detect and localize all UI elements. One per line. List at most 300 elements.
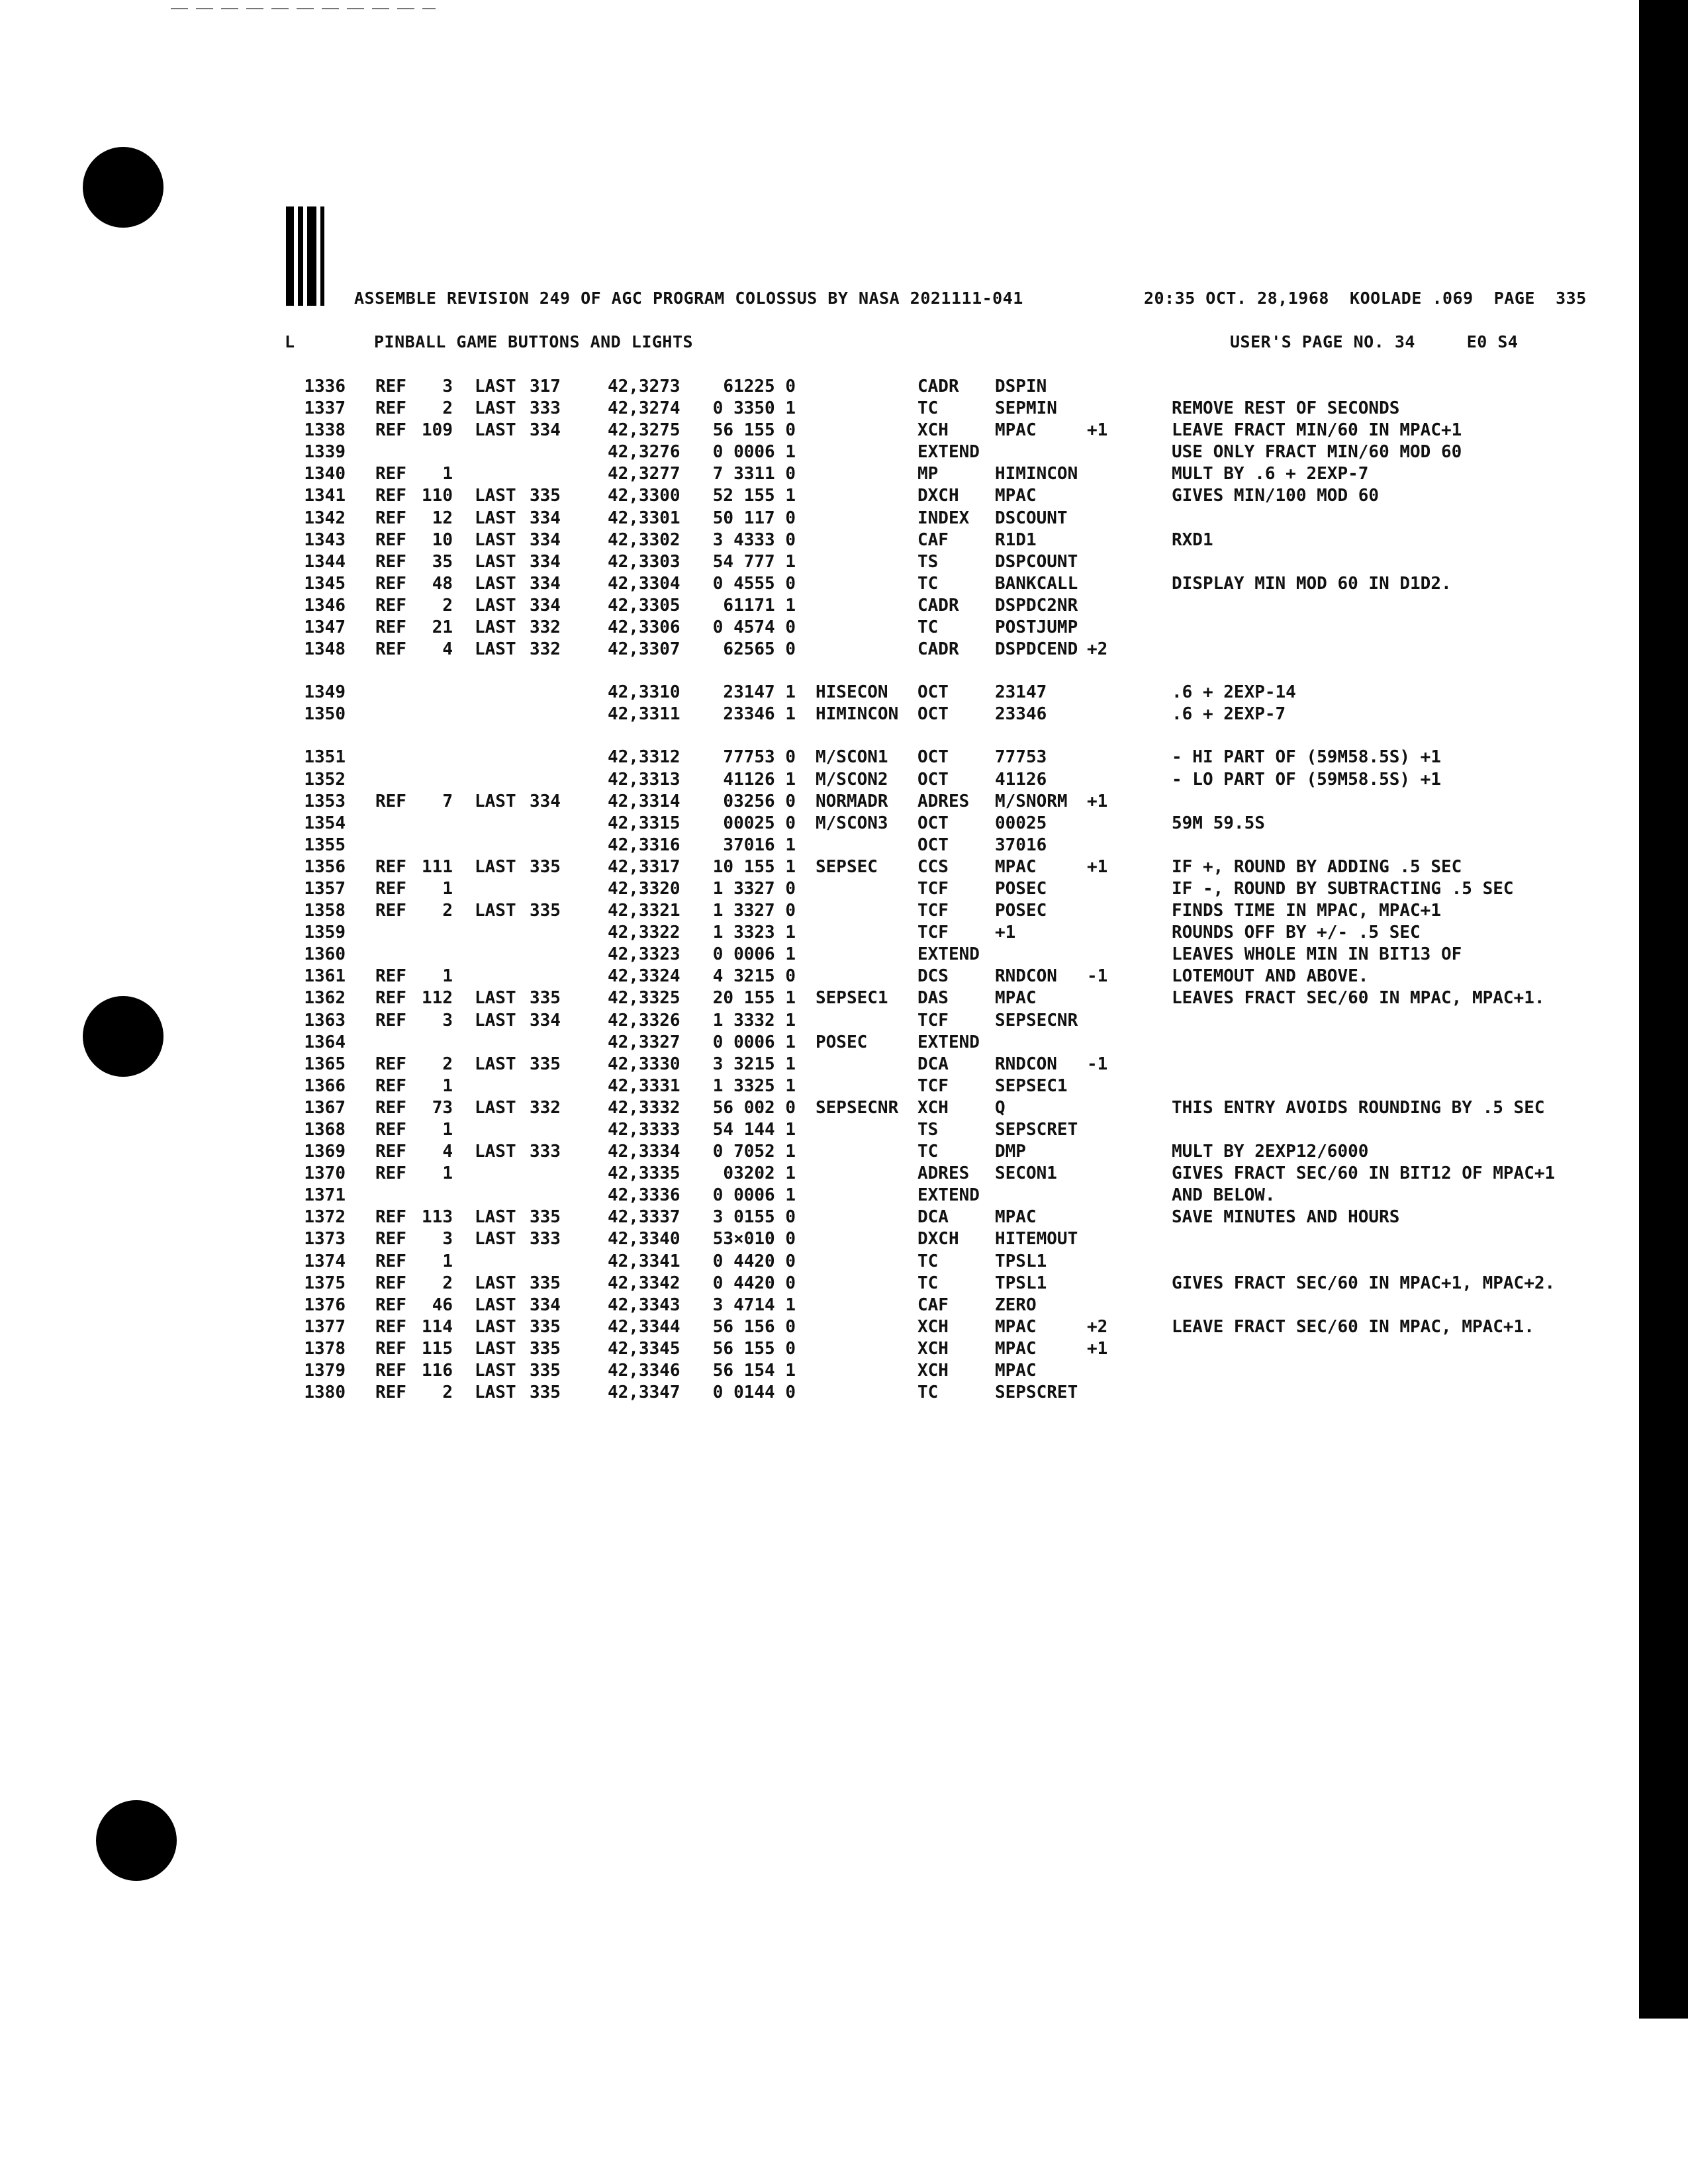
machine-code: 1 3332 1 — [712, 1010, 796, 1030]
address: 42,3325 — [608, 988, 680, 1009]
opcode: INDEX — [917, 508, 970, 528]
line-number: 1366 — [304, 1075, 346, 1096]
ref-tag: REF — [375, 791, 406, 811]
operand: 00025 — [995, 813, 1047, 833]
machine-code: 1 3325 1 — [712, 1075, 796, 1096]
last-tag: LAST — [475, 856, 516, 877]
listing-row — [0, 508, 1635, 530]
line-number: 1379 — [304, 1361, 346, 1381]
ref-count: 2 — [442, 595, 453, 615]
symbol-label: HISECON — [816, 682, 888, 703]
symbol-label: SEPSECNR — [816, 1097, 899, 1118]
operand: MPAC — [995, 1361, 1037, 1381]
comment: AND BELOW. — [1172, 1185, 1276, 1206]
assembly-listing — [0, 377, 1635, 1404]
line-number: 1343 — [304, 529, 346, 550]
machine-code: 23346 1 — [723, 704, 796, 725]
opcode: CAF — [917, 529, 949, 550]
machine-code: 0 7052 1 — [712, 1142, 796, 1162]
opcode: XCH — [917, 1097, 949, 1118]
machine-code: 0 0006 1 — [712, 944, 796, 965]
comment: FINDS TIME IN MPAC, MPAC+1 — [1172, 901, 1441, 921]
ref-count: 115 — [422, 1338, 453, 1359]
address: 42,3327 — [608, 1032, 680, 1052]
operand: SEPSECNR — [995, 1010, 1078, 1030]
opcode: DCA — [917, 1207, 949, 1228]
listing-row — [0, 442, 1635, 464]
comment: - LO PART OF (59M58.5S) +1 — [1172, 769, 1441, 790]
ref-tag: REF — [375, 1383, 406, 1403]
machine-code: 77753 0 — [723, 747, 796, 768]
listing-row — [0, 1207, 1635, 1229]
operand: R1D1 — [995, 529, 1037, 550]
address: 42,3273 — [608, 377, 680, 396]
listing-row — [0, 857, 1635, 879]
opcode: TCF — [917, 1075, 949, 1096]
line-number: 1344 — [304, 551, 346, 572]
opcode: TCF — [917, 1010, 949, 1030]
ref-count: 1 — [442, 966, 453, 987]
listing-row — [0, 377, 1635, 398]
address: 42,3331 — [608, 1075, 680, 1096]
line-number: 1340 — [304, 464, 346, 484]
line-number: 1339 — [304, 442, 346, 463]
last-page: 335 — [530, 486, 561, 506]
opcode: XCH — [917, 1361, 949, 1381]
address: 42,3324 — [608, 966, 680, 987]
operand: RNDCON — [995, 1054, 1057, 1074]
line-number: 1367 — [304, 1097, 346, 1118]
marker: L — [285, 332, 295, 351]
ref-count: 1 — [442, 1251, 453, 1271]
ref-count: 48 — [432, 573, 453, 594]
operand-modifier: +2 — [1087, 1316, 1108, 1337]
address: 42,3341 — [608, 1251, 680, 1271]
opcode: ADRES — [917, 791, 970, 811]
last-page: 335 — [530, 1273, 561, 1293]
line-number: 1377 — [304, 1316, 346, 1337]
symbol-label: M/SCON3 — [816, 813, 888, 833]
listing-row — [0, 1295, 1635, 1317]
last-page: 334 — [530, 420, 561, 441]
opcode: EXTEND — [917, 1032, 980, 1052]
last-page: 334 — [530, 1295, 561, 1315]
opcode: TC — [917, 617, 939, 638]
address: 42,3305 — [608, 595, 680, 615]
last-tag: LAST — [475, 1010, 516, 1030]
address: 42,3277 — [608, 464, 680, 484]
ref-count: 10 — [432, 529, 453, 550]
listing-row — [0, 1076, 1635, 1098]
ref-tag: REF — [375, 595, 406, 615]
address: 42,3275 — [608, 420, 680, 441]
operand: DSCOUNT — [995, 508, 1068, 528]
address: 42,3314 — [608, 791, 680, 811]
listing-row — [0, 1142, 1635, 1163]
last-page: 333 — [530, 398, 561, 419]
listing-row — [0, 1383, 1635, 1404]
last-tag: LAST — [475, 529, 516, 550]
line-number: 1349 — [304, 682, 346, 703]
machine-code: 56 002 0 — [712, 1097, 796, 1118]
ref-count: 2 — [442, 1054, 453, 1074]
operand: BANKCALL — [995, 573, 1078, 594]
ref-tag: REF — [375, 1010, 406, 1030]
last-page: 335 — [530, 1361, 561, 1381]
symbol-label: NORMADR — [816, 791, 888, 811]
last-tag: LAST — [475, 1142, 516, 1162]
blank-line — [0, 726, 1635, 747]
opcode: XCH — [917, 1338, 949, 1359]
address: 42,3301 — [608, 508, 680, 528]
address: 42,3320 — [608, 878, 680, 899]
operand: DSPDC2NR — [995, 595, 1078, 615]
operand: HITEMOUT — [995, 1229, 1078, 1250]
machine-code: 0 0006 1 — [712, 442, 796, 463]
operand: TPSL1 — [995, 1273, 1047, 1293]
address: 42,3321 — [608, 901, 680, 921]
comment: LEAVE FRACT MIN/60 IN MPAC+1 — [1172, 420, 1462, 441]
address: 42,3346 — [608, 1361, 680, 1381]
address: 42,3317 — [608, 856, 680, 877]
last-tag: LAST — [475, 573, 516, 594]
listing-row — [0, 813, 1635, 835]
machine-code: 10 155 1 — [712, 856, 796, 877]
ref-tag: REF — [375, 617, 406, 638]
ref-tag: REF — [375, 1251, 406, 1271]
last-tag: LAST — [475, 420, 516, 441]
line-number: 1354 — [304, 813, 346, 833]
address: 42,3335 — [608, 1163, 680, 1184]
ref-tag: REF — [375, 551, 406, 572]
ref-count: 112 — [422, 988, 453, 1009]
last-page: 332 — [530, 1097, 561, 1118]
ref-tag: REF — [375, 573, 406, 594]
opcode: DXCH — [917, 486, 959, 506]
last-page: 335 — [530, 1207, 561, 1228]
comment: ROUNDS OFF BY +/- .5 SEC — [1172, 923, 1421, 943]
opcode: DAS — [917, 988, 949, 1009]
ref-count: 2 — [442, 1383, 453, 1403]
last-tag: LAST — [475, 398, 516, 419]
listing-row — [0, 835, 1635, 857]
line-number: 1372 — [304, 1207, 346, 1228]
machine-code: 1 3327 0 — [712, 901, 796, 921]
last-tag: LAST — [475, 1383, 516, 1403]
operand: MPAC — [995, 1316, 1037, 1337]
ref-count: 113 — [422, 1207, 453, 1228]
line-number: 1364 — [304, 1032, 346, 1052]
operand: DSPCOUNT — [995, 551, 1078, 572]
opcode: CADR — [917, 595, 959, 615]
last-page: 334 — [530, 595, 561, 615]
line-number: 1363 — [304, 1010, 346, 1030]
machine-code: 56 156 0 — [712, 1316, 796, 1337]
last-page: 333 — [530, 1229, 561, 1250]
last-tag: LAST — [475, 791, 516, 811]
opcode: EXTEND — [917, 944, 980, 965]
machine-code: 1 3327 0 — [712, 878, 796, 899]
opcode: EXTEND — [917, 442, 980, 463]
address: 42,3323 — [608, 944, 680, 965]
listing-row — [0, 1054, 1635, 1076]
ref-count: 3 — [442, 1010, 453, 1030]
ref-count: 2 — [442, 901, 453, 921]
ref-count: 1 — [442, 464, 453, 484]
opcode: CAF — [917, 1295, 949, 1315]
listing-row — [0, 1361, 1635, 1383]
machine-code: 0 4420 0 — [712, 1251, 796, 1271]
address: 42,3306 — [608, 617, 680, 638]
ref-count: 2 — [442, 1273, 453, 1293]
opcode: TC — [917, 1383, 939, 1403]
ref-count: 73 — [432, 1097, 453, 1118]
ref-tag: REF — [375, 377, 406, 396]
page-number: 335 — [1556, 289, 1587, 308]
opcode: DCS — [917, 966, 949, 987]
comment: - HI PART OF (59M58.5S) +1 — [1172, 747, 1441, 768]
last-page: 335 — [530, 1316, 561, 1337]
ref-tag: REF — [375, 856, 406, 877]
opcode: XCH — [917, 1316, 949, 1337]
symbol-label: HIMINCON — [816, 704, 899, 725]
last-tag: LAST — [475, 639, 516, 660]
address: 42,3312 — [608, 747, 680, 768]
machine-code: 20 155 1 — [712, 988, 796, 1009]
last-tag: LAST — [475, 617, 516, 638]
last-tag: LAST — [475, 1229, 516, 1250]
opcode: OCT — [917, 769, 949, 790]
machine-code: 50 117 0 — [712, 508, 796, 528]
comment: IF -, ROUND BY SUBTRACTING .5 SEC — [1172, 878, 1514, 899]
ref-tag: REF — [375, 1338, 406, 1359]
operand: ZERO — [995, 1295, 1037, 1315]
machine-code: 00025 0 — [723, 813, 796, 833]
comment: SAVE MINUTES AND HOURS — [1172, 1207, 1400, 1228]
last-tag: LAST — [475, 1273, 516, 1293]
listing-row — [0, 792, 1635, 813]
listing-row — [0, 1251, 1635, 1273]
machine-code: 23147 1 — [723, 682, 796, 703]
ref-tag: REF — [375, 1316, 406, 1337]
ref-tag: REF — [375, 486, 406, 506]
operand-modifier: +1 — [1087, 1338, 1108, 1359]
operand-modifier: +1 — [1087, 856, 1108, 877]
last-page: 334 — [530, 508, 561, 528]
listing-row — [0, 1032, 1635, 1054]
operand: POSTJUMP — [995, 617, 1078, 638]
line-number: 1368 — [304, 1120, 346, 1140]
machine-code: 3 4714 1 — [712, 1295, 796, 1315]
ref-count: 4 — [442, 1142, 453, 1162]
operand: 23346 — [995, 704, 1047, 725]
opcode: OCT — [917, 835, 949, 855]
machine-code: 0 0006 1 — [712, 1185, 796, 1206]
line-number: 1355 — [304, 835, 346, 855]
line-number: 1357 — [304, 878, 346, 899]
listing-row — [0, 464, 1635, 486]
ref-count: 116 — [422, 1361, 453, 1381]
machine-code: 56 154 1 — [712, 1361, 796, 1381]
opcode: OCT — [917, 704, 949, 725]
machine-code: 3 4333 0 — [712, 529, 796, 550]
last-page: 335 — [530, 1338, 561, 1359]
opcode: MP — [917, 464, 939, 484]
comment: GIVES FRACT SEC/60 IN BIT12 OF MPAC+1 — [1172, 1163, 1556, 1184]
last-tag: LAST — [475, 1295, 516, 1315]
timestamp: 20:35 OCT. 28,1968 — [1144, 289, 1329, 308]
operand: POSEC — [995, 901, 1047, 921]
symbol-label: SEPSEC — [816, 856, 878, 877]
binder-hole-top — [83, 147, 164, 228]
line-number: 1370 — [304, 1163, 346, 1184]
last-tag: LAST — [475, 486, 516, 506]
line-number: 1347 — [304, 617, 346, 638]
comment: .6 + 2EXP-14 — [1172, 682, 1296, 703]
line-number: 1353 — [304, 791, 346, 811]
machine-code: 0 3350 1 — [712, 398, 796, 419]
address: 42,3322 — [608, 923, 680, 943]
line-number: 1341 — [304, 486, 346, 506]
machine-code: 3 0155 0 — [712, 1207, 796, 1228]
listing-row — [0, 879, 1635, 901]
machine-code: 0 4420 0 — [712, 1273, 796, 1293]
comment: MULT BY 2EXP12/6000 — [1172, 1142, 1369, 1162]
last-tag: LAST — [475, 1338, 516, 1359]
last-tag: LAST — [475, 377, 516, 396]
ref-tag: REF — [375, 508, 406, 528]
last-page: 334 — [530, 791, 561, 811]
line-number: 1376 — [304, 1295, 346, 1315]
machine-code: 54 777 1 — [712, 551, 796, 572]
line-number: 1345 — [304, 573, 346, 594]
ref-tag: REF — [375, 639, 406, 660]
opcode: TC — [917, 1142, 939, 1162]
user-page: USER'S PAGE NO. 34 — [1230, 332, 1415, 351]
line-number: 1356 — [304, 856, 346, 877]
machine-code: 37016 1 — [723, 835, 796, 855]
ref-count: 111 — [422, 856, 453, 877]
line-number: 1352 — [304, 769, 346, 790]
listing-row — [0, 1229, 1635, 1251]
operand-modifier: +1 — [1087, 420, 1108, 441]
last-page: 332 — [530, 639, 561, 660]
opcode: TS — [917, 1120, 939, 1140]
operand: +1 — [995, 923, 1016, 943]
ref-tag: REF — [375, 1273, 406, 1293]
symbol-label: M/SCON1 — [816, 747, 888, 768]
ref-tag: REF — [375, 1097, 406, 1118]
listing-row — [0, 639, 1635, 661]
address: 42,3274 — [608, 398, 680, 419]
operand: DMP — [995, 1142, 1026, 1162]
ref-tag: REF — [375, 1361, 406, 1381]
listing-title: ASSEMBLE REVISION 249 OF AGC PROGRAM COLOSSUS BY NASA 2021111-041 — [354, 289, 1023, 308]
opcode: TS — [917, 551, 939, 572]
last-page: 334 — [530, 1010, 561, 1030]
operand: SEPSCRET — [995, 1383, 1078, 1403]
machine-code: 54 144 1 — [712, 1120, 796, 1140]
listing-row — [0, 966, 1635, 988]
machine-code: 0 0144 0 — [712, 1383, 796, 1403]
last-tag: LAST — [475, 901, 516, 921]
address: 42,3311 — [608, 704, 680, 725]
opcode: XCH — [917, 420, 949, 441]
operand: 23147 — [995, 682, 1047, 703]
last-page: 334 — [530, 529, 561, 550]
address: 42,3330 — [608, 1054, 680, 1074]
machine-code: 52 155 1 — [712, 486, 796, 506]
operand: TPSL1 — [995, 1251, 1047, 1271]
opcode: TCF — [917, 878, 949, 899]
ref-tag: REF — [375, 529, 406, 550]
last-tag: LAST — [475, 1316, 516, 1337]
machine-code: 61171 1 — [723, 595, 796, 615]
ref-tag: REF — [375, 1163, 406, 1184]
blank-line — [0, 661, 1635, 682]
listing-row — [0, 552, 1635, 574]
opcode: EXTEND — [917, 1185, 980, 1206]
symbol-label: M/SCON2 — [816, 769, 888, 790]
operand: HIMINCON — [995, 464, 1078, 484]
listing-row — [0, 747, 1635, 769]
ref-count: 12 — [432, 508, 453, 528]
operand-modifier: -1 — [1087, 966, 1108, 987]
operand: SEPMIN — [995, 398, 1057, 419]
symbol-label: SEPSEC1 — [816, 988, 888, 1009]
address: 42,3345 — [608, 1338, 680, 1359]
ref-count: 21 — [432, 617, 453, 638]
ref-count: 2 — [442, 398, 453, 419]
comment: LEAVES FRACT SEC/60 IN MPAC, MPAC+1. — [1172, 988, 1545, 1009]
line-number: 1342 — [304, 508, 346, 528]
line-number: 1371 — [304, 1185, 346, 1206]
address: 42,3336 — [608, 1185, 680, 1206]
address: 42,3344 — [608, 1316, 680, 1337]
line-number: 1378 — [304, 1338, 346, 1359]
machine-code: 56 155 0 — [712, 1338, 796, 1359]
last-tag: LAST — [475, 1207, 516, 1228]
operand-modifier: +1 — [1087, 791, 1108, 811]
listing-row — [0, 1317, 1635, 1339]
ref-tag: REF — [375, 464, 406, 484]
operand: 41126 — [995, 769, 1047, 790]
opcode: DXCH — [917, 1229, 959, 1250]
last-page: 335 — [530, 988, 561, 1009]
ref-tag: REF — [375, 1075, 406, 1096]
operand: SECON1 — [995, 1163, 1057, 1184]
ref-count: 1 — [442, 1075, 453, 1096]
machine-code: 3 3215 1 — [712, 1054, 796, 1074]
scan-right-edge-bar — [1639, 0, 1688, 2019]
operand-modifier: +2 — [1087, 639, 1108, 660]
address: 42,3342 — [608, 1273, 680, 1293]
address: 42,3343 — [608, 1295, 680, 1315]
last-page: 317 — [530, 377, 561, 396]
machine-code: 61225 0 — [723, 377, 796, 396]
machine-code: 53×010 0 — [712, 1229, 796, 1250]
listing-row — [0, 1273, 1635, 1295]
last-page: 335 — [530, 1054, 561, 1074]
line-number: 1346 — [304, 595, 346, 615]
line-number: 1351 — [304, 747, 346, 768]
ref-count: 46 — [432, 1295, 453, 1315]
ref-tag: REF — [375, 1295, 406, 1315]
listing-row — [0, 420, 1635, 442]
last-tag: LAST — [475, 551, 516, 572]
address: 42,3333 — [608, 1120, 680, 1140]
operand: RNDCON — [995, 966, 1057, 987]
